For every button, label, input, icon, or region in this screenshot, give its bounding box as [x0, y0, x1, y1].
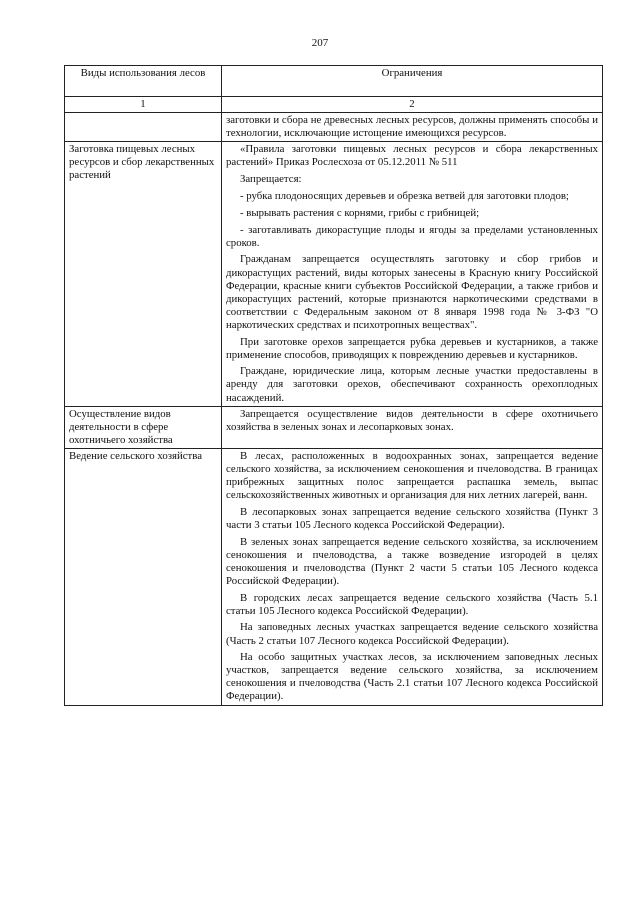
table-row: [65, 406, 603, 448]
restriction-paragraph: В лесах, расположенных в водоохранных зонах, запрещается ведение сельского хозяйства, за исключением сенокошения и пчеловодства. В границах прибрежных защитных полос запрещается распашка земель, выпас сельскохозяйственных животных и организация для них летних лагерей, ванн.: [226, 449, 598, 501]
row-3-restrictions: [222, 448, 603, 705]
row-3-type: Ведение сельского хозяйства: [65, 448, 222, 705]
restriction-paragraph: - рубка плодоносящих деревьев и обрезка ветвей для заготовки плодов;: [240, 189, 569, 202]
row-2-restrictions: [222, 406, 603, 448]
restriction-paragraph: заготовки и сбора не древесных лесных ресурсов, должны применять способы и технологии, исключающие истощение имеющихся ресурсов.: [226, 114, 598, 140]
row-0-restrictions: [222, 113, 603, 142]
restrictions-table: [64, 65, 603, 706]
restriction-paragraph: «Правила заготовки пищевых лесных ресурсов и сбора лекарственных растений» Приказ Рослесхоза от 05.12.2011 № 511: [226, 143, 598, 169]
restriction-paragraph: Гражданам запрещается осуществлять заготовку и сбор грибов и дикорастущих растений, виды которых занесены в Красную книгу Российской Федерации, красные книги субъектов Российской Федерации, а также грибов и дикорастущих растений, которые признаются наркотическими средствами в соответствии с Федеральным законом от 8 января 1998 года № 3-ФЗ "О наркотических средствах и психотропных веществах".: [226, 253, 598, 331]
header-forest-use-types: Виды использования лесов: [65, 66, 222, 97]
page-number: 207: [311, 37, 329, 49]
table-header-row: [65, 66, 603, 97]
restriction-paragraph: При заготовке орехов запрещается рубка деревьев и кустарников, а также применение способов, приводящих к повреждению деревьев и кустарников.: [226, 335, 598, 361]
restriction-paragraph: Запрещается:: [240, 173, 302, 186]
restriction-paragraph: На особо защитных участках лесов, за исключением заповедных лесных участков, запрещается ведение сельского хозяйства, за исключением сенокошения и пчеловодства (Часть 2.1 статьи 107 Лесного кодекса Российской Федерации).: [226, 651, 598, 703]
row-0-type: [65, 113, 222, 142]
restriction-paragraph: - заготавливать дикорастущие плоды и ягоды за пределами установленных сроков.: [226, 223, 598, 249]
restriction-paragraph: Граждане, юридические лица, которым лесные участки предоставлены в аренду для заготовки орехов, обеспечивают сохранность орехоплодных насаждений.: [226, 365, 598, 404]
column-number-2: 2: [222, 97, 603, 113]
table-row: [65, 113, 603, 142]
table-row: [65, 142, 603, 406]
restriction-paragraph: На заповедных лесных участках запрещается ведение сельского хозяйства (Часть 2 статьи 107 Лесного кодекса Российской Федерации).: [226, 621, 598, 647]
header-restrictions: Ограничения: [222, 66, 603, 97]
column-number-row: [65, 97, 603, 113]
restriction-paragraph: Запрещается осуществление видов деятельности в сфере охотничьего хозяйства в зеленых зонах и лесопарковых зонах.: [226, 407, 598, 433]
restriction-paragraph: В зеленых зонах запрещается ведение сельского хозяйства, за исключением сенокошения и пчеловодства, а также возведение изгородей в целях сенокошения и пчеловодства (Пункт 2 части 5 статьи 105 Лесного кодекса Российской Федерации).: [226, 535, 598, 587]
restriction-paragraph: В городских лесах запрещается ведение сельского хозяйства (Часть 5.1 статьи 105 Лесного кодекса Российской Федерации).: [226, 591, 598, 617]
row-1-type: Заготовка пищевых лесных ресурсов и сбор лекарственных растений: [65, 142, 222, 406]
row-1-restrictions: [222, 142, 603, 406]
restriction-paragraph: - вырывать растения с корнями, грибы с грибницей;: [240, 206, 480, 219]
restriction-paragraph: В лесопарковых зонах запрещается ведение сельского хозяйства (Пункт 3 части 3 статьи 105 Лесного кодекса Российской Федерации).: [226, 505, 598, 531]
column-number-1: 1: [65, 97, 222, 113]
row-2-type: Осуществление видов деятельности в сфере охотничьего хозяйства: [65, 406, 222, 448]
table-row: [65, 448, 603, 705]
